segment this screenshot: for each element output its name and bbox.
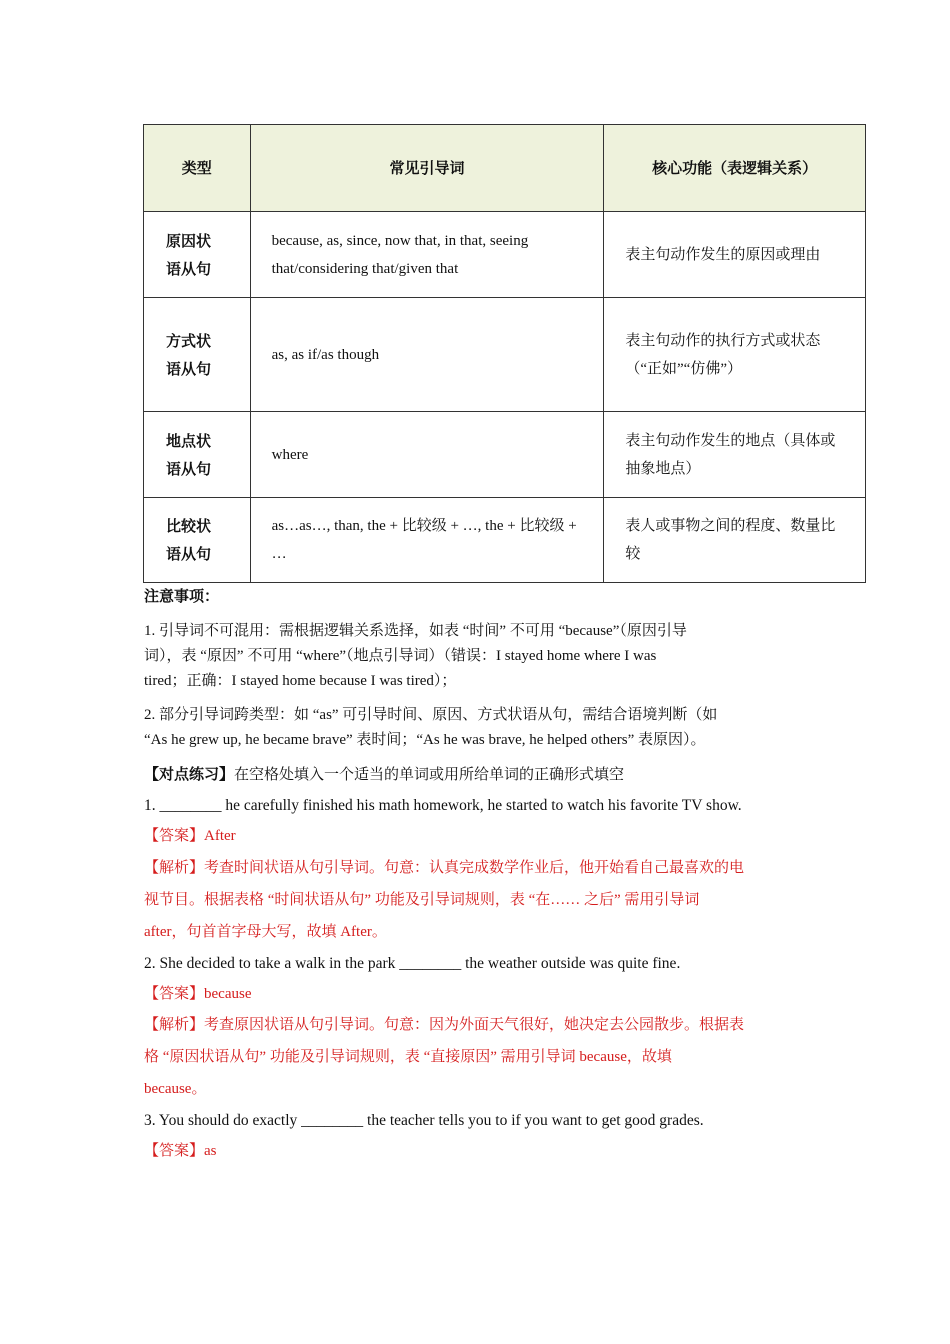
table-row bbox=[144, 212, 866, 298]
practice-heading-text: 在空格处填入一个适当的单词或用所给单词的正确形式填空 bbox=[234, 767, 625, 783]
practice-heading bbox=[144, 763, 834, 788]
row-words: where bbox=[250, 412, 604, 498]
row-type bbox=[144, 498, 251, 583]
row-function: 表人或事物之间的程度、数量比较 bbox=[604, 498, 866, 583]
row-function: 表主句动作发生的原因或理由 bbox=[604, 212, 866, 298]
header-words: 常见引导词 bbox=[250, 125, 604, 212]
answer-value: After bbox=[204, 828, 236, 844]
question-1: 1. ________ he carefully finished his math homework, he started to watch his favorite TV show. bbox=[144, 797, 742, 814]
explanation-2-line-3: because。 bbox=[144, 1081, 207, 1097]
clause-table bbox=[143, 124, 866, 583]
notes-title: 注意事项： bbox=[144, 589, 220, 605]
note-1-line-3: tired；正确：I stayed home because I was tired）； bbox=[144, 673, 457, 689]
answer-2 bbox=[144, 982, 834, 1007]
header-function: 核心功能（表逻辑关系） bbox=[604, 125, 866, 212]
row-type-text: 原因状语从句 bbox=[166, 231, 212, 278]
explanation-text: 考查原因状语从句引导词。句意：因为外面天气很好，她决定去公园散步。根据表 bbox=[204, 1017, 745, 1033]
question-2: 2. She decided to take a walk in the park ________ the weather outside was quite fine. bbox=[144, 955, 681, 972]
note-2-line-2: “As he grew up, he became brave” 表时间；“As he was brave, he helped others” 表原因）。 bbox=[144, 732, 706, 748]
header-type: 类型 bbox=[144, 125, 251, 212]
row-type-text: 地点状语从句 bbox=[166, 431, 212, 478]
note-1-line-1: 1. 引导词不可混用：需根据逻辑关系选择，如表 “时间” 不可用 “because”（原因引导 bbox=[144, 623, 687, 639]
row-words: as…as…, than, the + 比较级 + …, the + 比较级 + … bbox=[250, 498, 604, 583]
row-type-text: 比较状语从句 bbox=[166, 517, 212, 563]
practice-heading-bracket: 【对点练习】 bbox=[144, 767, 235, 783]
answer-value: because bbox=[204, 986, 252, 1002]
note-2-line-1: 2. 部分引导词跨类型：如 “as” 可引导时间、原因、方式状语从句，需结合语境判断（如 bbox=[144, 707, 718, 723]
row-type-text: 方式状语从句 bbox=[166, 331, 212, 378]
answer-label: 【答案】 bbox=[144, 986, 205, 1002]
explanation-1-line-1 bbox=[144, 856, 834, 881]
answer-label: 【答案】 bbox=[144, 1143, 205, 1159]
row-words: as, as if/as though bbox=[250, 298, 604, 412]
explanation-label: 【解析】 bbox=[144, 1017, 205, 1033]
explanation-2-line-1 bbox=[144, 1013, 834, 1038]
table-row bbox=[144, 498, 866, 583]
explanation-2-line-2: 格 “原因状语从句” 功能及引导词规则，表 “直接原因” 需用引导词 because，故填 bbox=[144, 1049, 672, 1065]
answer-value: as bbox=[204, 1143, 217, 1159]
table-row bbox=[144, 412, 866, 498]
explanation-1-line-2: 视节目。根据表格 “时间状语从句” 功能及引导词规则，表 “在…… 之后” 需用引导词 bbox=[144, 892, 700, 908]
row-function: 表主句动作发生的地点（具体或抽象地点） bbox=[604, 412, 866, 498]
answer-1 bbox=[144, 824, 834, 849]
row-words: because, as, since, now that, in that, seeing that/considering that/given that bbox=[250, 212, 604, 298]
answer-3 bbox=[144, 1139, 834, 1164]
explanation-1-line-3: after，句首首字母大写，故填 After。 bbox=[144, 924, 387, 940]
question-3: 3. You should do exactly ________ the teacher tells you to if you want to get good grades. bbox=[144, 1112, 704, 1129]
explanation-text: 考查时间状语从句引导词。句意：认真完成数学作业后，他开始看自己最喜欢的电 bbox=[204, 860, 745, 876]
note-1-line-2: 词），表 “原因” 不可用 “where”（地点引导词）（错误：I stayed home where I was bbox=[144, 648, 657, 664]
explanation-label: 【解析】 bbox=[144, 860, 205, 876]
table-row bbox=[144, 298, 866, 412]
row-type bbox=[144, 412, 251, 498]
row-function: 表主句动作的执行方式或状态（“正如”“仿佛”） bbox=[604, 298, 866, 412]
answer-label: 【答案】 bbox=[144, 828, 205, 844]
row-type bbox=[144, 212, 251, 298]
table-header-row bbox=[144, 125, 866, 212]
row-type bbox=[144, 298, 251, 412]
